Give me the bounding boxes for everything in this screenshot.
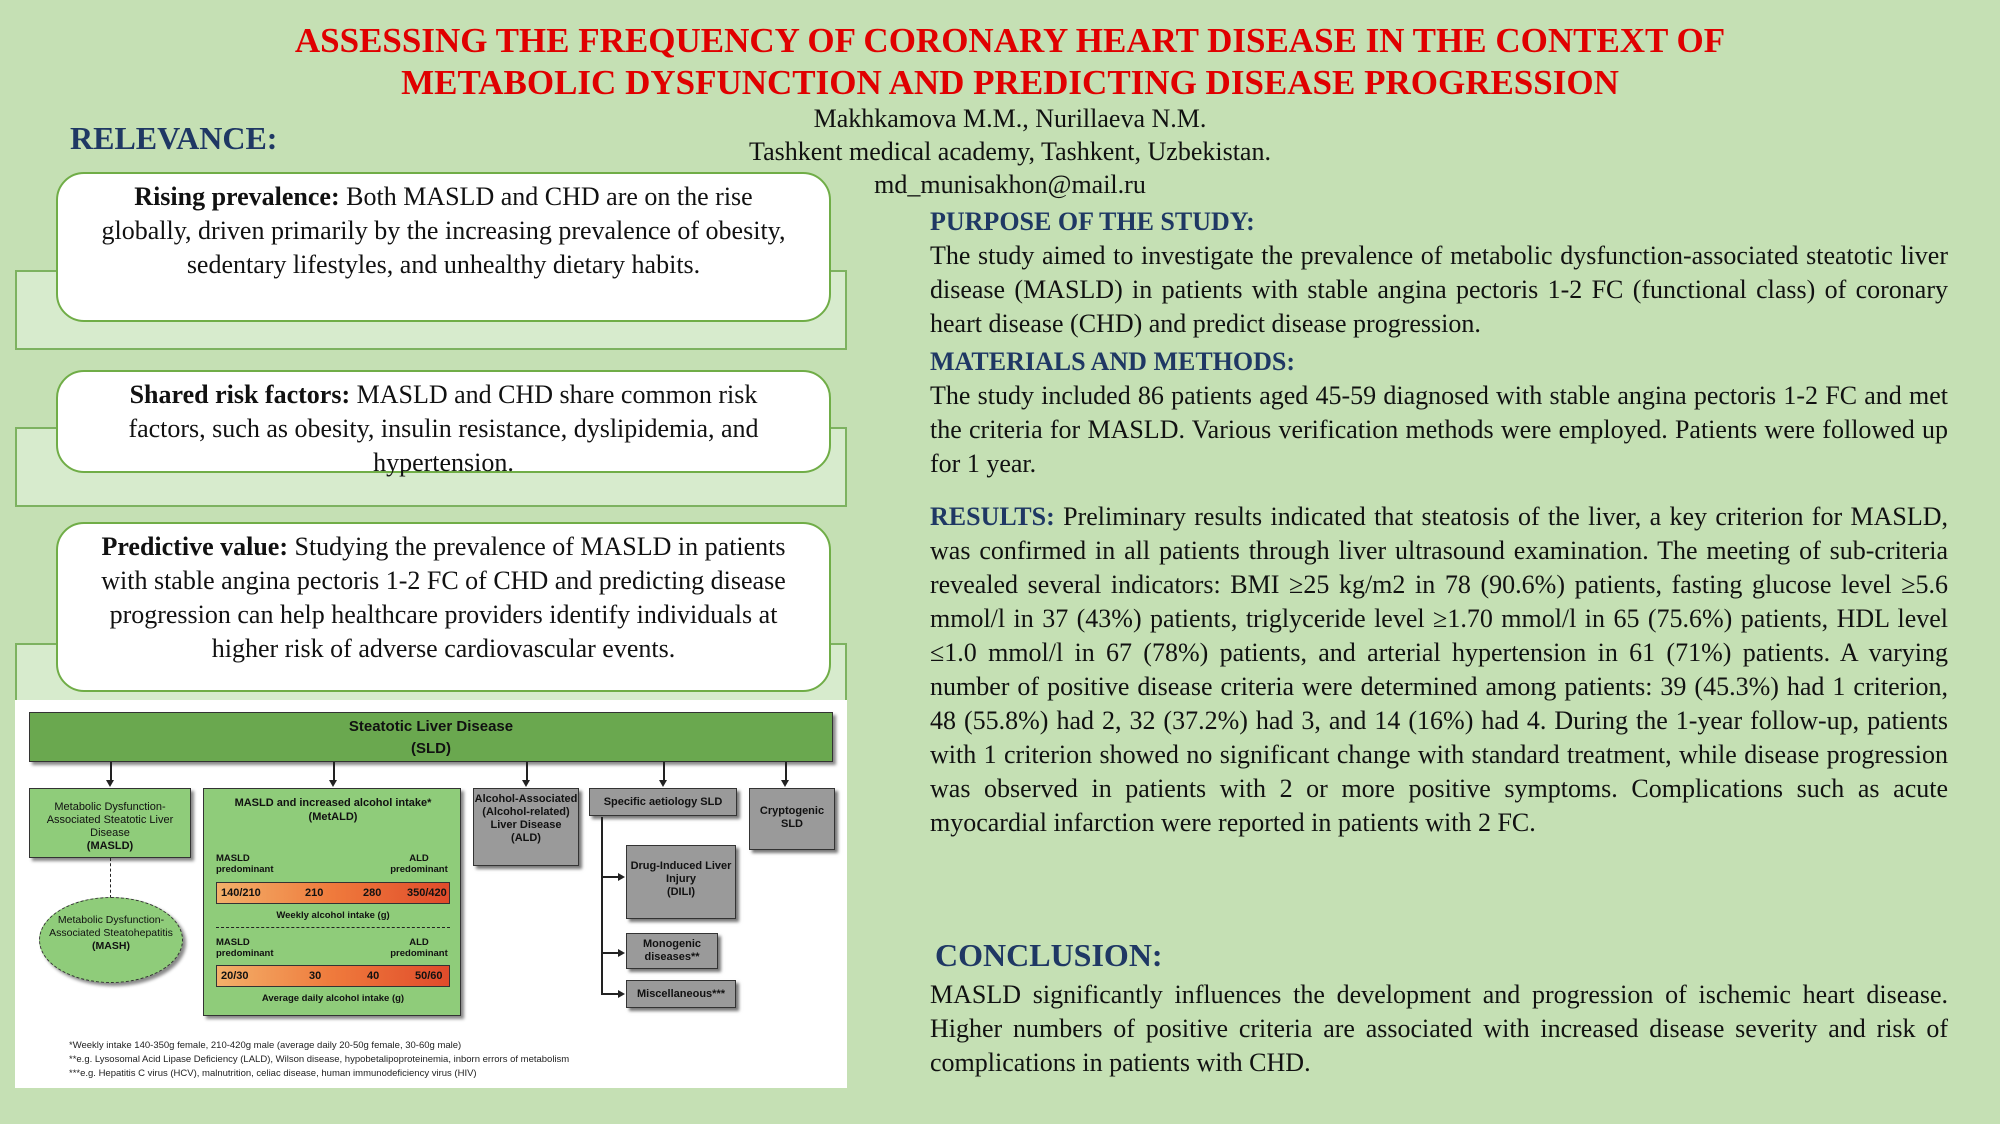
- mash-ellipse: [39, 897, 183, 983]
- relevance-heading: RELEVANCE:: [70, 120, 278, 156]
- connector: [785, 762, 787, 782]
- connector: [663, 762, 665, 782]
- sld-title: Steatotic Liver Disease: [348, 718, 514, 735]
- daily-value: 30: [309, 970, 322, 982]
- title-line-2: METABOLIC DYSFUNCTION AND PREDICTING DISEASE PROGRESSION: [401, 63, 1619, 102]
- poster-title: [160, 20, 1860, 104]
- conclusion-section: [930, 978, 1948, 1080]
- relevance-box-2: [56, 370, 831, 477]
- masld-abbr: (MASLD): [86, 840, 134, 852]
- authors: Makhkamova M.M., Nurillaeva N.M.: [813, 104, 1207, 133]
- weekly-intake-label: Weekly alcohol intake (g): [276, 910, 390, 921]
- connector: [333, 762, 335, 782]
- relevance-text-3: Studying the prevalence of MASLD in patients with stable angina pectoris 1-2 FC of CHD and predicting disease progression can help healthcare providers identify individuals at higher risk of adverse cardiovascular events.: [101, 532, 786, 663]
- weekly-value: 140/210: [221, 887, 261, 899]
- conclusion-heading: CONCLUSION:: [935, 937, 1163, 973]
- connector: [526, 762, 528, 782]
- affiliation: Tashkent medical academy, Tashkent, Uzbekistan.: [749, 137, 1271, 166]
- methods-text: The study included 86 patients aged 45-59 diagnosed with stable angina pectoris 1-2 FC and met the criteria for MASLD. Various verification methods were employed. Patients were followed up for 1 year.: [930, 381, 1948, 478]
- weekly-value: 210: [305, 887, 324, 899]
- ald-box: [473, 788, 579, 866]
- mash-label: Metabolic Dysfunction-Associated Steatohepatitis: [49, 914, 173, 939]
- masld-box: [29, 788, 191, 858]
- connector: [601, 876, 619, 878]
- arrow-down-icon: [329, 780, 337, 787]
- relevance-text-1: Both MASLD and CHD are on the rise globally, driven primarily by the increasing prevalence of obesity, sedentary lifestyles, and unhealthy dietary habits.: [101, 182, 786, 279]
- metald-title: MASLD and increased alcohol intake*: [234, 797, 432, 809]
- specific-aetiology-box: Specific aetiology SLD: [589, 788, 737, 816]
- arrow-right-icon: [618, 949, 625, 957]
- email: md_munisakhon@mail.ru: [874, 170, 1146, 199]
- sld-abbr: (SLD): [411, 740, 451, 757]
- footnote-2: **e.g. Lysosomal Acid Lipase Deficiency (LALD), Wilson disease, hypobetalipoproteinemia, inborn errors of metabolism: [69, 1054, 570, 1065]
- cryptogenic-box: Cryptogenic SLD: [749, 788, 835, 850]
- results-text: Preliminary results indicated that steatosis of the liver, a key criterion for MASLD, was confirmed in all patients through liver ultrasound examination. The meeting of sub-criteria revealed several indicators: BMI ≥25 kg/m2 in 78 (90.6%) patients, fasting glucose level ≥5.6 mmol/l in 37 (43%) patients, triglyceride level ≥1.70 mmol/l in 65 (75.6%) patients, HDL level ≤1.0 mmol/l in 67 (78%) patients, and arterial hypertension in 61 (71%) patients. A varying number of positive disease criteria were determined among patients: 39 (45.3%) had 1 criterion, 48 (55.8%) had 2, 32 (37.2%) had 3, and 14 (16%) had 4. During the 1-year follow-up, patients with 1 criterion showed no significant change with standard treatment, while disease progression was observed in patients with 2 or more positive symptoms. Complications such as acute myocardial infarction were reported in patients with 2 FC.: [930, 502, 1948, 837]
- connector: [601, 993, 619, 995]
- weekly-intake-bar: [216, 882, 450, 904]
- divider: [216, 927, 450, 928]
- dili-abbr: (DILI): [666, 886, 696, 898]
- purpose-text: The study aimed to investigate the prevalence of metabolic dysfunction-associated steatotic liver disease (MASLD) in patients with stable angina pectoris 1-2 FC (functional class) of coronary heart disease (CHD) and predict disease progression.: [930, 241, 1948, 338]
- relevance-box-1: [56, 172, 831, 322]
- ald-abbr: (ALD): [511, 832, 541, 844]
- arrow-down-icon: [106, 780, 114, 787]
- title-line-1: ASSESSING THE FREQUENCY OF CORONARY HEART DISEASE IN THE CONTEXT OF: [294, 21, 1726, 60]
- arrow-down-icon: [781, 780, 789, 787]
- daily-value: 20/30: [221, 970, 249, 982]
- sld-box: [29, 712, 833, 762]
- conclusion-text: MASLD significantly influences the development and progression of ischemic heart disease. Higher numbers of positive criteria are associated with increased disease severity and risk of complications in patients with CHD.: [930, 980, 1948, 1077]
- daily-intake-label: Average daily alcohol intake (g): [261, 993, 405, 1004]
- results-heading: RESULTS:: [930, 502, 1055, 531]
- dashed-connector: [110, 858, 111, 898]
- arrow-right-icon: [618, 873, 625, 881]
- metald-box: [203, 788, 461, 1016]
- monogenic-box: Monogenic diseases**: [626, 933, 718, 969]
- arrow-down-icon: [659, 780, 667, 787]
- relevance-label-2: Shared risk factors:: [129, 380, 351, 409]
- arrow-right-icon: [618, 990, 625, 998]
- connector: [601, 952, 619, 954]
- ald-label: Alcohol-Associated (Alcohol-related) Liver Disease: [474, 793, 578, 831]
- weekly-value: 350/420: [407, 887, 447, 899]
- footnote-1: *Weekly intake 140-350g female, 210-420g male (average daily 20-50g female, 30-60g male): [69, 1040, 462, 1051]
- results-section: [930, 500, 1948, 840]
- footnote-3: ***e.g. Hepatitis C virus (HCV), malnutrition, celiac disease, human immunodeficiency virus (HIV): [69, 1068, 477, 1079]
- mash-abbr: (MASH): [92, 940, 130, 952]
- sld-classification-diagram: [15, 700, 847, 1088]
- weekly-ald-predominant: ALD predominant: [390, 853, 448, 875]
- daily-ald-predominant: ALD predominant: [390, 937, 448, 959]
- methods-heading: MATERIALS AND METHODS:: [930, 347, 1296, 376]
- metald-abbr: (MetALD): [308, 811, 358, 823]
- relevance-box-3: [56, 522, 831, 692]
- relevance-label-3: Predictive value:: [101, 532, 288, 561]
- dili-label: Drug-Induced Liver Injury: [630, 860, 732, 885]
- connector: [110, 762, 112, 782]
- daily-value: 50/60: [415, 970, 443, 982]
- masld-label: Metabolic Dysfunction-Associated Steatotic Liver Disease: [46, 801, 174, 839]
- purpose-section: [930, 205, 1948, 341]
- weekly-masld-predominant: MASLD predominant: [216, 853, 274, 875]
- weekly-value: 280: [363, 887, 382, 899]
- daily-masld-predominant: MASLD predominant: [216, 937, 274, 959]
- daily-intake-bar: [216, 965, 450, 987]
- purpose-heading: PURPOSE OF THE STUDY:: [930, 207, 1255, 236]
- daily-value: 40: [367, 970, 380, 982]
- relevance-text-2: MASLD and CHD share common risk factors, such as obesity, insulin resistance, dyslipidemia, and hypertension.: [128, 380, 759, 477]
- dili-box: [626, 845, 736, 919]
- methods-section: [930, 345, 1948, 481]
- relevance-label-1: Rising prevalence:: [134, 182, 340, 211]
- connector: [601, 817, 603, 994]
- miscellaneous-box: Miscellaneous***: [626, 980, 736, 1008]
- arrow-down-icon: [522, 780, 530, 787]
